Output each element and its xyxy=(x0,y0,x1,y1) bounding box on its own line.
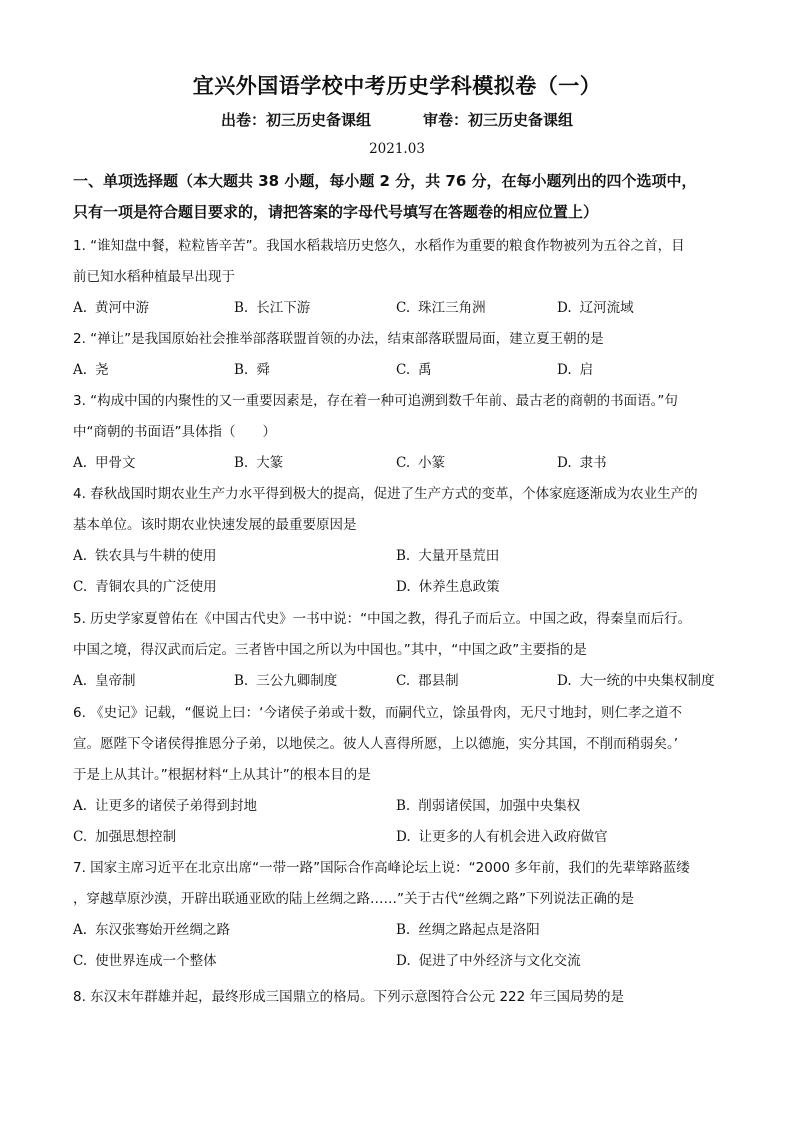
question-2-option-c[interactable]: C. 禹 xyxy=(396,362,432,378)
exam-date: 2021.03 xyxy=(369,141,425,157)
question-3-option-d[interactable]: D. 隶书 xyxy=(557,455,607,471)
question-6-option-d[interactable]: D. 让更多的人有机会进入政府做官 xyxy=(396,829,608,845)
question-7-option-b[interactable]: B. 丝绸之路起点是洛阳 xyxy=(396,922,540,938)
reviewer: 审卷：初三历史备课组 xyxy=(423,111,574,129)
author-line xyxy=(0,109,794,130)
question-5-option-d[interactable]: D. 大一统的中央集权制度 xyxy=(557,673,715,689)
question-5-option-b[interactable]: B. 三公九卿制度 xyxy=(234,673,338,689)
question-7-line-1: 7. 国家主席习近平在北京出席“一带一路”国际合作高峰论坛上说：“2000 多年前，我们的先辈筚路蓝缕 xyxy=(73,860,690,876)
question-7-line-2: ，穿越草原沙漠，开辟出联通亚欧的陆上丝绸之路……”关于古代“丝绸之路”下列说法正确的是 xyxy=(73,891,634,907)
question-3-option-a[interactable]: A. 甲骨文 xyxy=(73,455,136,471)
question-5-line-1: 5. 历史学家夏曾佑在《中国古代史》一书中说：“中国之教，得孔子而后立。中国之政，得秦皇而后行。 xyxy=(73,611,692,627)
question-4-line-2: 基本单位。该时期农业快速发展的最重要原因是 xyxy=(73,517,357,533)
question-4-option-b[interactable]: B. 大量开垦荒田 xyxy=(396,548,500,564)
question-6-option-b[interactable]: B. 削弱诸侯国，加强中央集权 xyxy=(396,798,581,814)
question-4-line-1: 4. 春秋战国时期农业生产力水平得到极大的提高，促进了生产方式的变革，个体家庭逐渐成为农业生产的 xyxy=(73,486,698,502)
question-3-option-c[interactable]: C. 小篆 xyxy=(396,455,446,471)
question-5-option-c[interactable]: C. 郡县制 xyxy=(396,673,459,689)
question-5-option-a[interactable]: A. 皇帝制 xyxy=(73,673,136,689)
question-6-option-c[interactable]: C. 加强思想控制 xyxy=(73,829,177,845)
question-1-line-2: 前已知水稻种植最早出现于 xyxy=(73,269,235,285)
question-4-option-d[interactable]: D. 休养生息政策 xyxy=(396,579,500,595)
question-3-line-2: 中“商朝的书面语”具体指（ ） xyxy=(73,424,276,440)
question-7-option-c[interactable]: C. 使世界连成一个整体 xyxy=(73,953,217,969)
question-6-option-a[interactable]: A. 让更多的诸侯子弟得到封地 xyxy=(73,798,258,814)
question-6-line-2: 宣。愿陛下令诸侯得推恩分子弟，以地侯之。彼人人喜得所愿，上以德施，实分其国，不削而稍弱矣。’ xyxy=(73,736,679,752)
question-3-option-b[interactable]: B. 大篆 xyxy=(234,455,284,471)
question-2-option-b[interactable]: B. 舜 xyxy=(234,362,270,378)
question-6-line-1: 6. 《史记》记载，“偃说上曰：‘今诸侯子弟或十数，而嗣代立，馀虽骨肉，无尺寸地封，则仁孝之道不 xyxy=(73,705,682,721)
author: 出卷：初三历史备课组 xyxy=(220,111,371,129)
question-4-option-c[interactable]: C. 青铜农具的广泛使用 xyxy=(73,579,217,595)
question-3-line-1: 3. “构成中国的内聚性的又一重要因素是，存在着一种可追溯到数千年前、最古老的商朝的书面语。”句 xyxy=(73,393,678,409)
question-1-option-b[interactable]: B. 长江下游 xyxy=(234,300,311,316)
question-1-line-1: 1. “谁知盘中餐，粒粒皆辛苦”。我国水稻栽培历史悠久，水稻作为重要的粮食作物被列为五谷之首，目 xyxy=(73,238,685,254)
question-2-option-d[interactable]: D. 启 xyxy=(557,362,594,378)
question-1-option-c[interactable]: C. 珠江三角洲 xyxy=(396,300,486,316)
question-5-line-2: 中国之境，得汉武而后定。三者皆中国之所以为中国也。”其中，“中国之政”主要指的是 xyxy=(73,642,587,658)
page-title: 宜兴外国语学校中考历史学科模拟卷（一） xyxy=(192,74,602,98)
question-1-option-a[interactable]: A. 黄河中游 xyxy=(73,300,150,316)
question-8-line-1: 8. 东汉末年群雄并起，最终形成三国鼎立的格局。下列示意图符合公元 222 年三国局势的是 xyxy=(73,989,625,1005)
question-1-option-d[interactable]: D. 辽河流域 xyxy=(557,300,634,316)
question-7-option-d[interactable]: D. 促进了中外经济与文化交流 xyxy=(396,953,581,969)
question-7-option-a[interactable]: A. 东汉张骞始开丝绸之路 xyxy=(73,922,231,938)
question-4-option-a[interactable]: A. 铁农具与牛耕的使用 xyxy=(73,548,217,564)
question-2-option-a[interactable]: A. 尧 xyxy=(73,362,109,378)
section-heading-line-2: 只有一项是符合题目要求的，请把答案的字母代号填写在答题卷的相应位置上） xyxy=(73,203,599,221)
question-2-line-1: 2. “禅让”是我国原始社会推举部落联盟首领的办法，结束部落联盟局面，建立夏王朝的是 xyxy=(73,331,604,347)
question-6-line-3: 于是上从其计。”根据材料“上从其计”的根本目的是 xyxy=(73,767,371,783)
section-heading-line-1: 一、单项选择题（本大题共 38 小题，每小题 2 分，共 76 分，在每小题列出的四个选项中， xyxy=(73,172,697,190)
section-heading xyxy=(73,166,733,228)
